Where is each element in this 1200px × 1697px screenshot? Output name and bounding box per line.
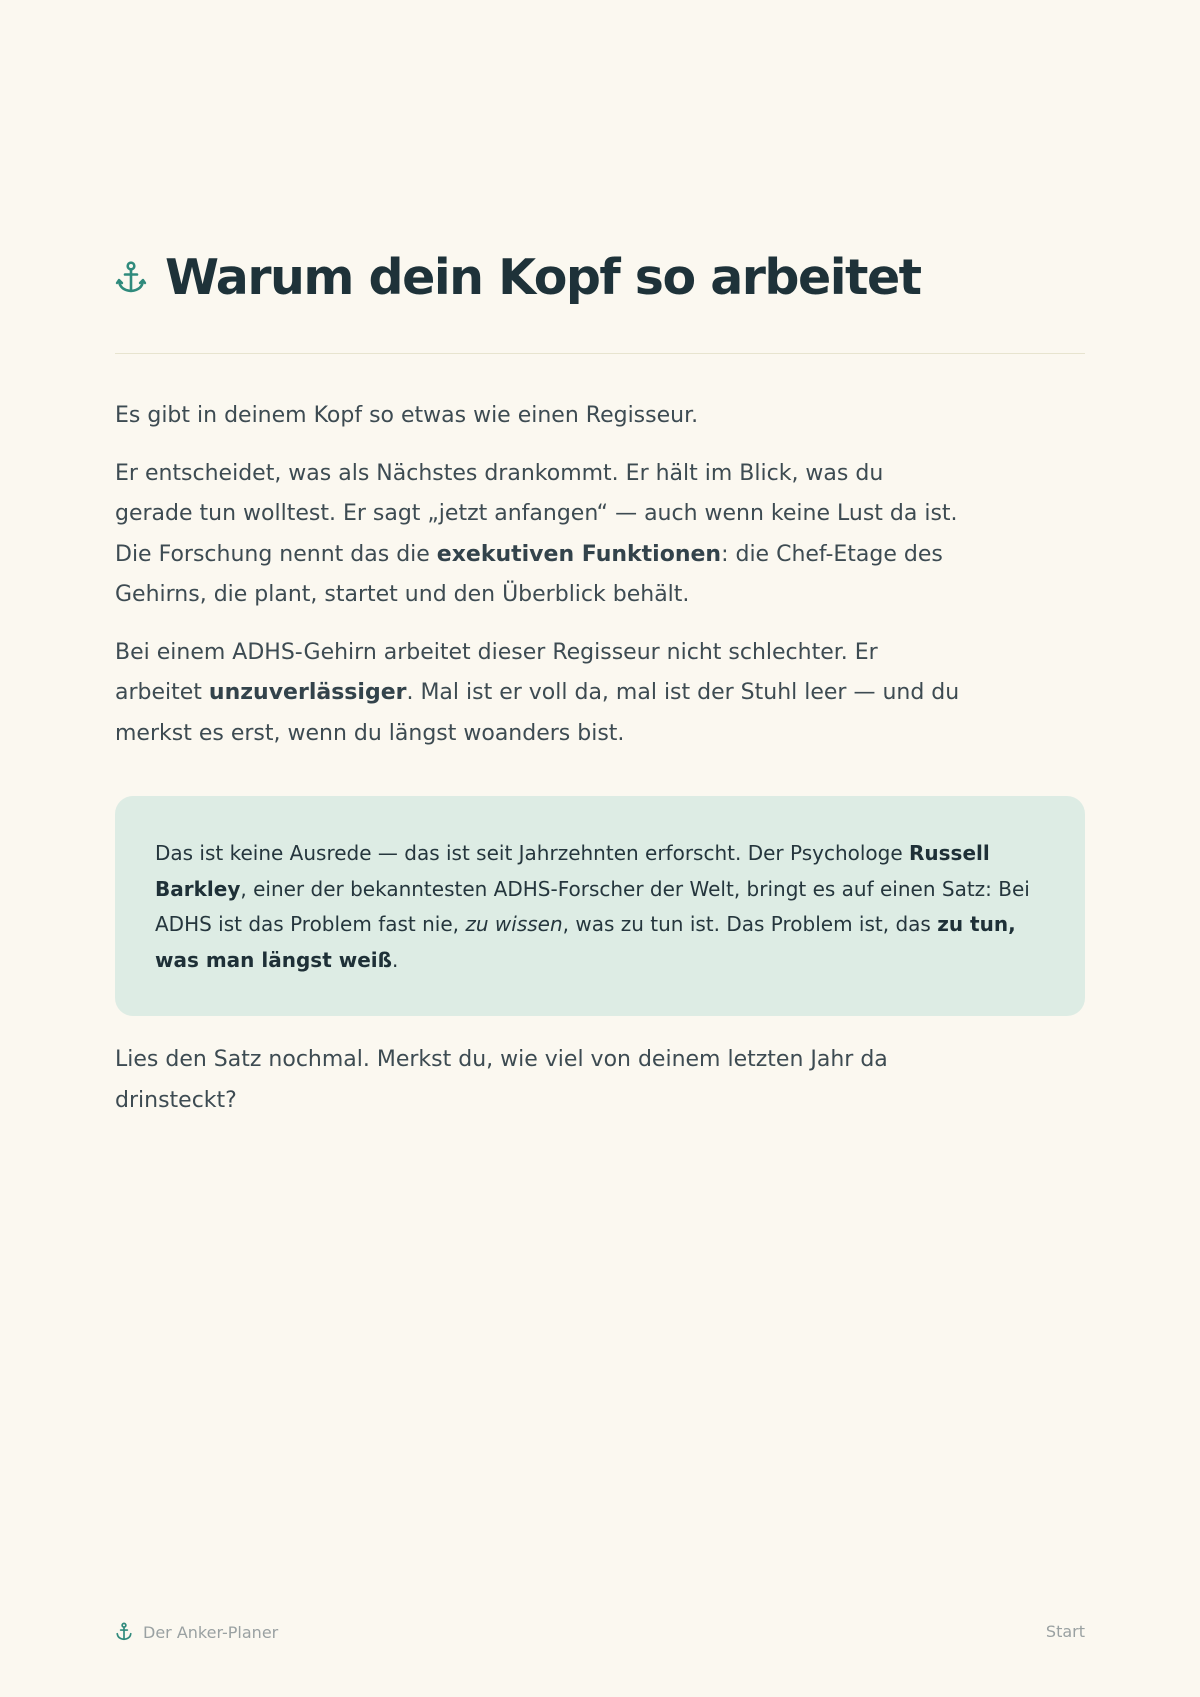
callout-bold-name: Russell Barkley — [155, 841, 990, 901]
page — [115, 0, 1085, 1697]
footer-nav-start[interactable]: Start — [1045, 1622, 1085, 1641]
divider — [115, 353, 1085, 354]
paragraph-1: Es gibt in deinem Kopf so etwas wie einen Regisseur. — [115, 403, 699, 428]
callout-bold-quote: zu tun, was man längst weiß — [155, 912, 1016, 972]
paragraph-3-text-b: . Mal ist er voll da, mal ist der Stuhl leer — und du merkst es erst, wenn du längst woanders bist. — [115, 680, 960, 746]
callout-text-c: , was zu tun ist. Das Problem ist, das — [562, 912, 938, 936]
callout-italic: zu wissen — [465, 912, 563, 936]
paragraph-3-text-a: Bei einem ADHS-Gehirn arbeitet dieser Regisseur nicht schlechter. Er arbeitet — [115, 639, 878, 705]
page-title: Warum dein Kopf so arbeitet — [165, 249, 921, 306]
callout-text-b: , einer der bekanntesten ADHS-Forscher der Welt, bringt es auf einen Satz: Bei ADHS ist das Problem fast nie, — [155, 876, 1030, 936]
paragraph-2-bold: exekutiven Funktionen — [436, 541, 722, 567]
callout-text-d: . — [392, 947, 399, 972]
paragraph-2-text-a: Er entscheidet, was als Nächstes drankommt. Er hält im Blick, was du gerade tun wolltest. Er sagt „jetzt anfangen“ — auch wenn keine Lust da ist. Die Forschung nennt das die — [115, 460, 958, 567]
closing-paragraph: Lies den Satz nochmal. Merkst du, wie viel von deinem letzten Jahr da drinsteckt? — [115, 1047, 888, 1113]
footer-brand — [115, 1622, 278, 1642]
heading-row — [115, 244, 921, 312]
footer-anchor-icon — [115, 1622, 133, 1642]
paragraph-2-text-b: : die Chef-Etage des Gehirns, die plant, startet und den Überblick behält. — [115, 541, 943, 607]
anchor-icon — [115, 261, 147, 295]
footer-brand-label: Der Anker-Planer — [143, 1622, 279, 1642]
paragraph-2 — [115, 454, 965, 616]
body-text — [115, 396, 965, 771]
paragraph-3 — [115, 633, 965, 755]
paragraph-3-bold: unzuverlässiger — [208, 680, 407, 705]
callout-text-a: Das ist keine Ausrede — das ist seit Jahrzehnten erforscht. Der Psychologe — [155, 841, 910, 865]
callout-box — [115, 796, 1085, 1016]
